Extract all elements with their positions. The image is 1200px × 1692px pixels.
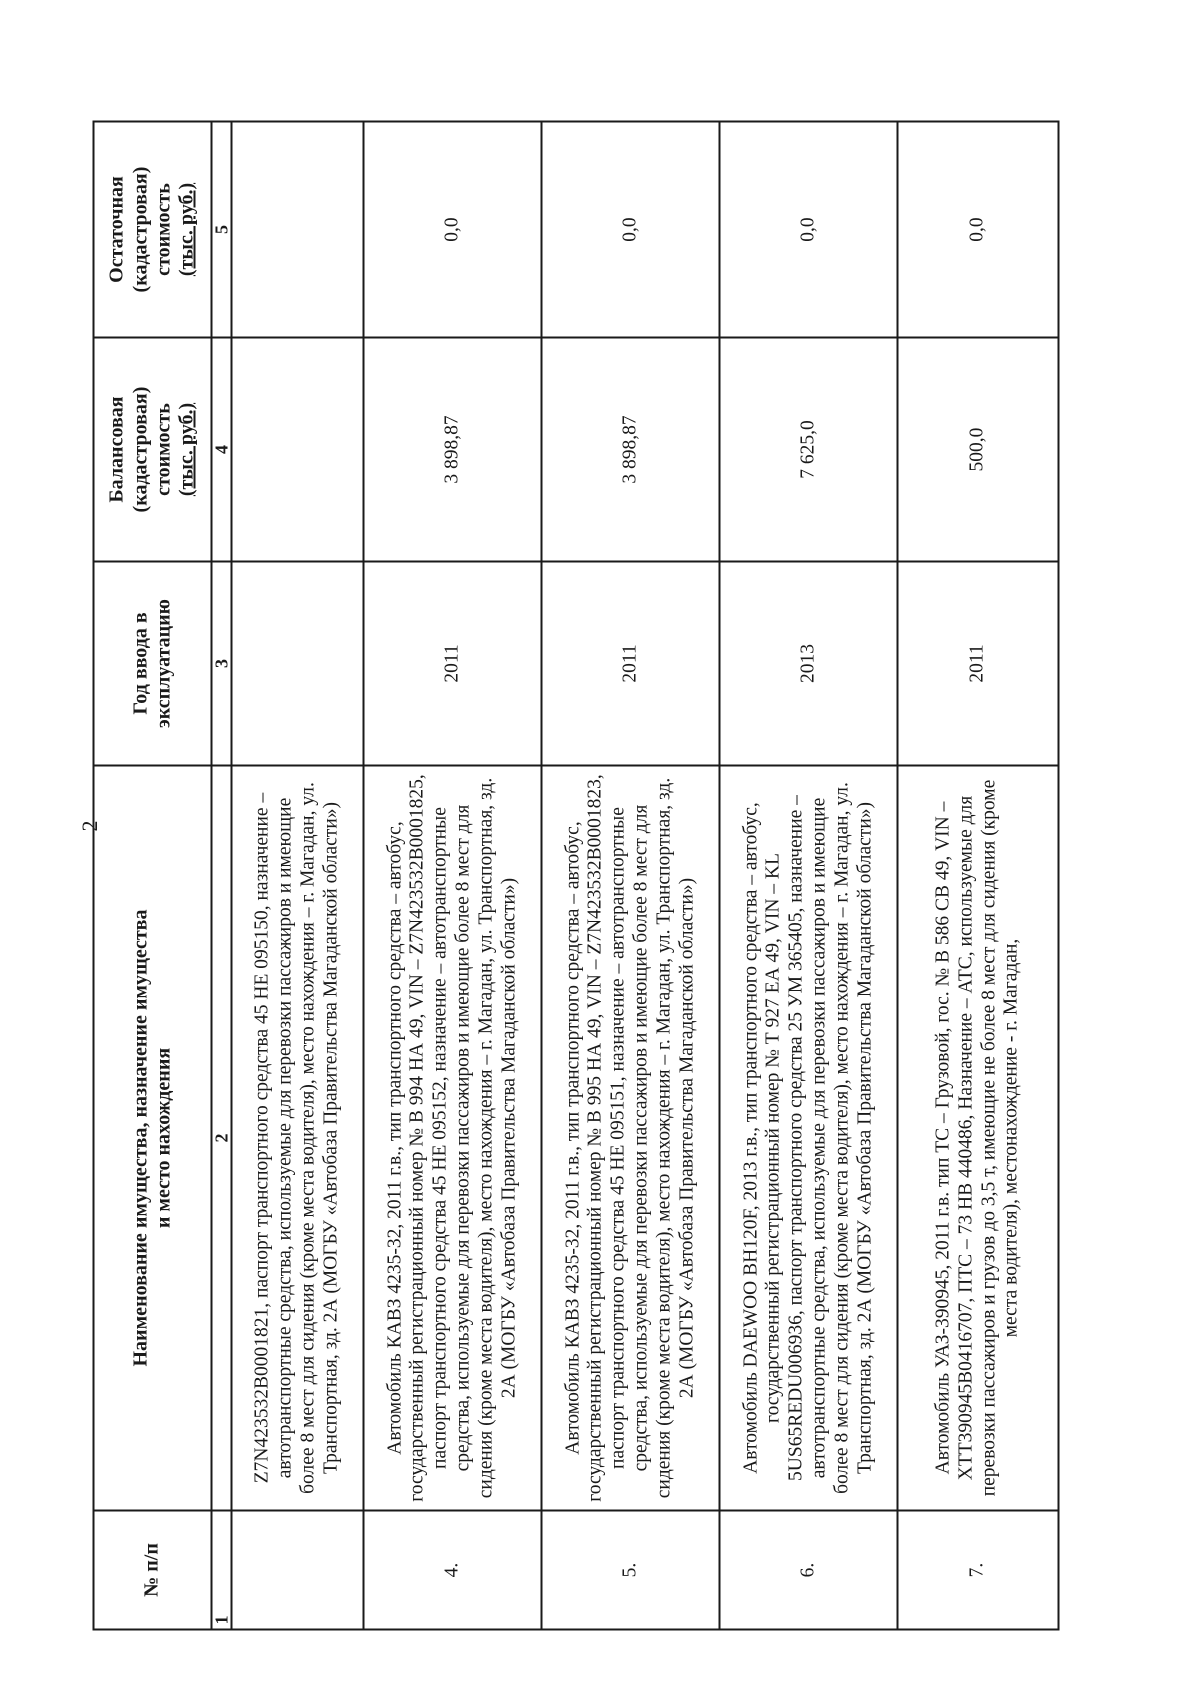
row-balance-value: 7 625,0 bbox=[720, 337, 898, 561]
header-balance-line4: (тыс. руб.) bbox=[175, 402, 198, 496]
row-description: Автомобиль DAEWOO BH120F, 2013 г.в., тип транспортного средства – автобус, государственный регистрационный номер № Т 927 ЕА 49, VIN – KL 5US65REDU006936, паспорт транспортного средства 25 УМ 365405, назначение – автотранспортные средства, используемые для перевозки пассажиров и имеющие более 8 мест для сидения (кроме места водителя), место нахождения – г. Магадан, ул. Транспортная, зд. 2А (МОГБУ «Автобаза Правительства Магаданской области») bbox=[720, 765, 898, 1510]
table-row bbox=[898, 121, 1059, 1629]
header-name-line1: Наименование имущества, назначение имущества bbox=[129, 909, 152, 1367]
row-residual-value: 0,0 bbox=[898, 121, 1059, 337]
row-balance-value: 3 898,87 bbox=[364, 337, 542, 561]
row-residual-value bbox=[232, 121, 364, 337]
property-table bbox=[93, 120, 1060, 1630]
rotated-sheet bbox=[93, 122, 1058, 1630]
row-number: 6. bbox=[720, 1510, 898, 1629]
row-residual-value: 0,0 bbox=[364, 121, 542, 337]
row-balance-value: 3 898,87 bbox=[542, 337, 720, 561]
row-year: 2011 bbox=[898, 561, 1059, 765]
column-number: 3 bbox=[212, 561, 232, 765]
row-description: Автомобиль УАЗ-390945, 2011 г.в. тип ТС – Грузовой, гос. № В 586 СВ 49, VIN – XTT390945B0416707, ПТС – 73 НВ 440486, Назначение – АТС, используемые для перевозки пассажиров и грузов до 3,5 т, имеющие не более 8 мест для сидения (кроме места водителя), местонахождение - г. Магадан, bbox=[898, 765, 1059, 1510]
row-residual-value: 0,0 bbox=[720, 121, 898, 337]
header-balance-line3: стоимость bbox=[152, 402, 175, 496]
table-row bbox=[232, 121, 364, 1629]
row-year: 2013 bbox=[720, 561, 898, 765]
table-row bbox=[720, 121, 898, 1629]
row-residual-value: 0,0 bbox=[542, 121, 720, 337]
column-number-row bbox=[212, 121, 232, 1629]
page-number: 2 bbox=[77, 820, 102, 832]
column-number: 5 bbox=[212, 121, 232, 337]
row-year: 2011 bbox=[364, 561, 542, 765]
row-number: 5. bbox=[542, 1510, 720, 1629]
header-year-line2: эксплуатацию bbox=[152, 598, 175, 728]
header-name-line2: и место нахождения bbox=[152, 1047, 175, 1228]
row-balance-value: 500,0 bbox=[898, 337, 1059, 561]
row-number: 7. bbox=[898, 1510, 1059, 1629]
column-number: 1 bbox=[212, 1510, 232, 1629]
row-description: Z7N423532B0001821, паспорт транспортного средства 45 НЕ 095150, назначение – автотранспортные средства, используемые для перевозки пассажиров и имеющие более 8 мест для сидения (кроме места водителя), место нахождения – г. Магадан, ул. Транспортная, зд. 2А (МОГБУ «Автобаза Правительства Магаданской области») bbox=[232, 765, 364, 1510]
row-description: Автомобиль КАВЗ 4235-32, 2011 г.в., тип транспортного средства – автобус, государственный регистрационный номер № В 994 НА 49, VIN – Z7N423532B0001825, паспорт транспортного средства 45 НЕ 095152, назначение – автотранспортные средства, используемые для перевозки пассажиров и имеющие более 8 мест для сидения (кроме места водителя), место нахождения – г. Магадан, ул. Транспортная, зд. 2А (МОГБУ «Автобаза Правительства Магаданской области») bbox=[364, 765, 542, 1510]
row-balance-value bbox=[232, 337, 364, 561]
header-residual-line3: стоимость bbox=[152, 182, 175, 276]
table-row bbox=[364, 121, 542, 1629]
row-number bbox=[232, 1510, 364, 1629]
header-year bbox=[94, 561, 212, 765]
header-residual bbox=[94, 121, 212, 337]
header-residual-line1: Остаточная bbox=[105, 175, 128, 283]
row-year: 2011 bbox=[542, 561, 720, 765]
header-residual-line4: (тыс. руб.) bbox=[175, 182, 198, 276]
header-balance-line2: (кадастровая) bbox=[129, 386, 152, 512]
header-year-line1: Год ввода в bbox=[129, 611, 152, 715]
row-year bbox=[232, 561, 364, 765]
table-row bbox=[542, 121, 720, 1629]
header-row bbox=[94, 121, 212, 1629]
header-balance-line1: Балансовая bbox=[105, 395, 128, 503]
column-number: 4 bbox=[212, 337, 232, 561]
header-num: № п/п bbox=[94, 1510, 212, 1629]
row-number: 4. bbox=[364, 1510, 542, 1629]
row-description: Автомобиль КАВЗ 4235-32, 2011 г.в., тип транспортного средства – автобус, государственный регистрационный номер № В 995 НА 49, VIN – Z7N423532B0001823, паспорт транспортного средства 45 НЕ 095151, назначение – автотранспортные средства, используемые для перевозки пассажиров и имеющие более 8 мест для сидения (кроме места водителя), место нахождения – г. Магадан, ул. Транспортная, зд. 2А (МОГБУ «Автобаза Правительства Магаданской области») bbox=[542, 765, 720, 1510]
header-residual-line2: (кадастровая) bbox=[129, 166, 152, 292]
header-balance bbox=[94, 337, 212, 561]
column-number: 2 bbox=[212, 765, 232, 1510]
header-name bbox=[94, 765, 212, 1510]
